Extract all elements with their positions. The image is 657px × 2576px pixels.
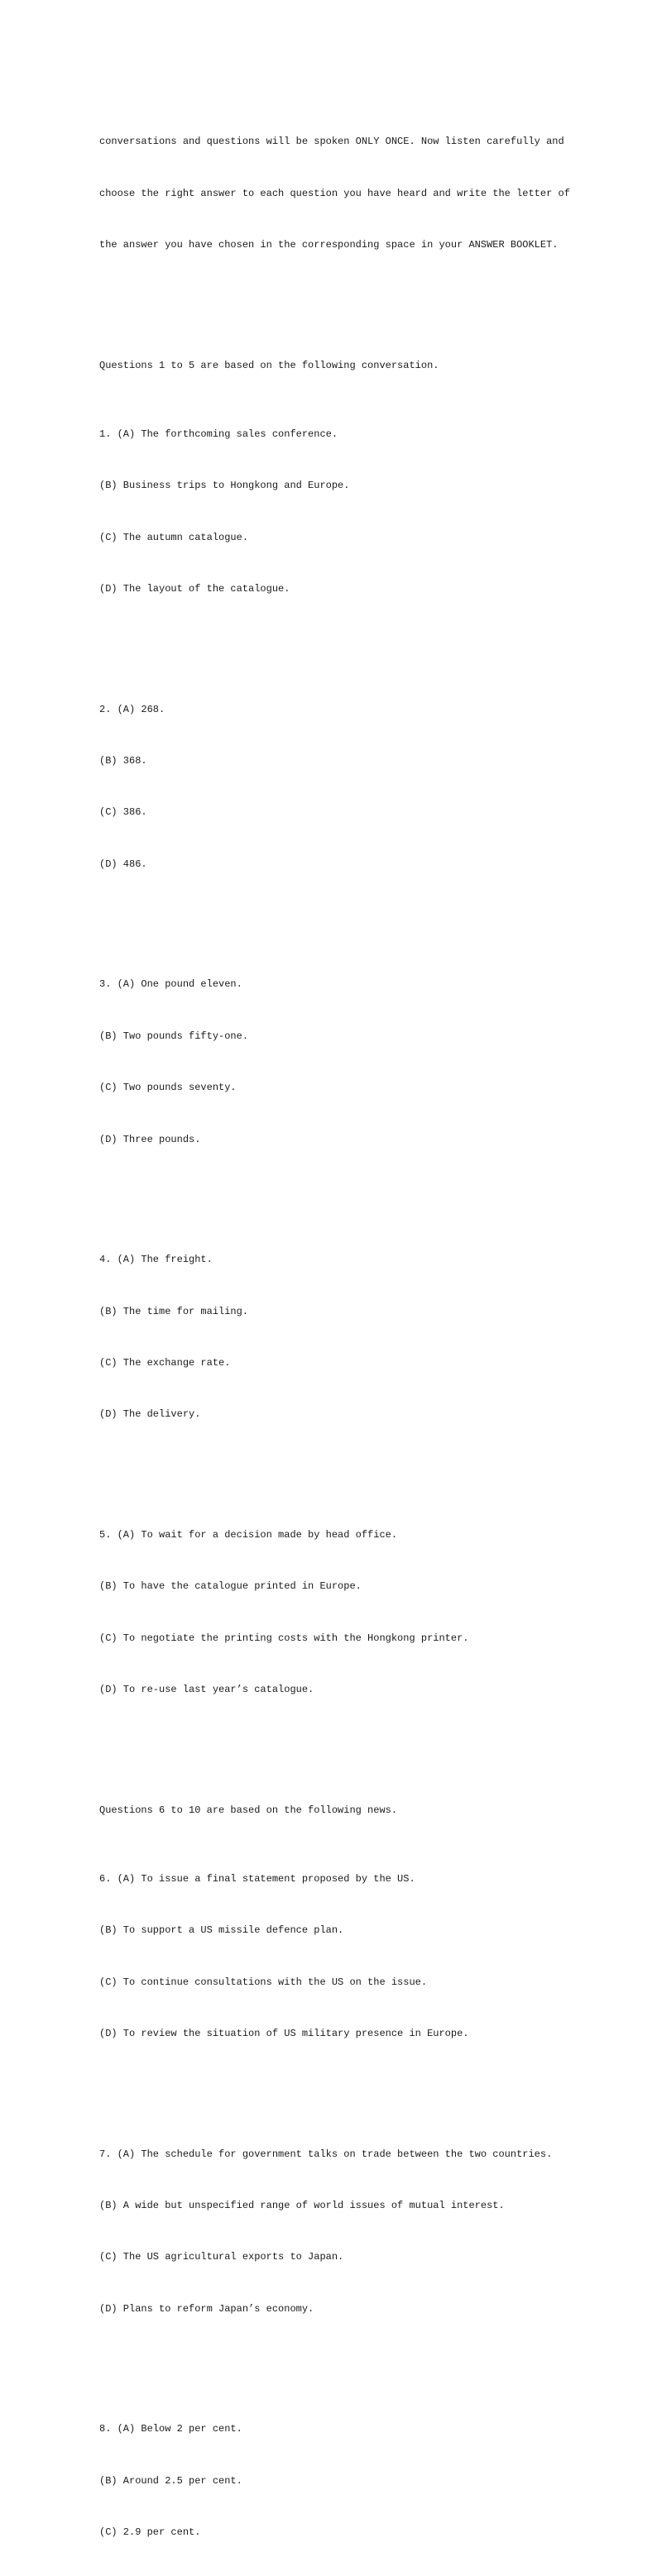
blank-line <box>99 1733 563 1751</box>
question-3-option-b: (B) Two pounds fifty-one. <box>99 1030 249 1042</box>
section-heading: Questions 1 to 5 are based on the following conversation. <box>99 359 439 371</box>
question-5-option-a: 5. (A) To wait for a decision made by head office. <box>99 1528 398 1541</box>
question-1-option-c: (C) The autumn catalogue. <box>99 531 249 543</box>
exam-page <box>99 82 570 2576</box>
question-6-option-c: (C) To continue consultations with the US on the issue. <box>99 1976 428 1988</box>
question-4-option-b: (B) The time for mailing. <box>99 1305 249 1317</box>
blank-line <box>99 2352 563 2369</box>
question-4-option-d: (D) The delivery. <box>99 1408 201 1421</box>
question-2-option-b: (B) 368. <box>99 755 147 767</box>
question-3-option-c: (C) Two pounds seventy. <box>99 1082 237 1094</box>
question-3-option-d: (D) Three pounds. <box>99 1133 201 1145</box>
question-8-option-b: (B) Around 2.5 per cent. <box>99 2474 242 2487</box>
blank-line <box>99 1183 563 1200</box>
section-heading: Questions 6 to 10 are based on the following news. <box>99 1804 398 1816</box>
blank-line <box>99 289 563 306</box>
question-2-option-a: 2. (A) 268. <box>99 703 165 715</box>
question-8-option-c: (C) 2.9 per cent. <box>99 2526 201 2539</box>
question-5-option-c: (C) To negotiate the printing costs with the Hongkong printer. <box>99 1632 469 1644</box>
intro-line: the answer you have chosen in the corresponding space in your ANSWER BOOKLET. <box>99 239 559 251</box>
question-5-option-d: (D) To re-use last year’s catalogue. <box>99 1684 314 1696</box>
question-7-option-c: (C) The US agricultural exports to Japan. <box>99 2251 344 2263</box>
question-4-option-c: (C) The exchange rate. <box>99 1356 231 1369</box>
question-3-option-a: 3. (A) One pound eleven. <box>99 978 242 991</box>
intro-line: conversations and questions will be spoken ONLY ONCE. Now listen carefully and <box>99 136 564 148</box>
question-6-option-a: 6. (A) To issue a final statement proposed by the US. <box>99 1872 415 1885</box>
blank-line <box>99 633 563 650</box>
question-8-option-a: 8. (A) Below 2 per cent. <box>99 2423 242 2435</box>
blank-line <box>99 907 563 925</box>
question-7-option-a: 7. (A) The schedule for government talks on trade between the two countries. <box>99 2148 553 2160</box>
question-7-option-b: (B) A wide but unspecified range of world issues of mutual interest. <box>99 2200 505 2212</box>
question-6-option-b: (B) To support a US missile defence plan. <box>99 1924 344 1937</box>
blank-line <box>99 1458 563 1475</box>
question-6-option-d: (D) To review the situation of US military presence in Europe. <box>99 2028 469 2040</box>
question-2-option-d: (D) 486. <box>99 858 147 870</box>
question-5-option-b: (B) To have the catalogue printed in Europe. <box>99 1580 362 1593</box>
intro-line: choose the right answer to each question you have heard and write the letter of <box>99 187 570 199</box>
question-2-option-c: (C) 386. <box>99 806 147 819</box>
blank-line <box>99 2077 563 2094</box>
question-1-option-a: 1. (A) The forthcoming sales conference. <box>99 428 338 440</box>
question-1-option-b: (B) Business trips to Hongkong and Europe. <box>99 480 350 492</box>
question-7-option-d: (D) Plans to reform Japan’s economy. <box>99 2302 314 2315</box>
question-1-option-d: (D) The layout of the catalogue. <box>99 583 290 595</box>
question-4-option-a: 4. (A) The freight. <box>99 1254 213 1266</box>
